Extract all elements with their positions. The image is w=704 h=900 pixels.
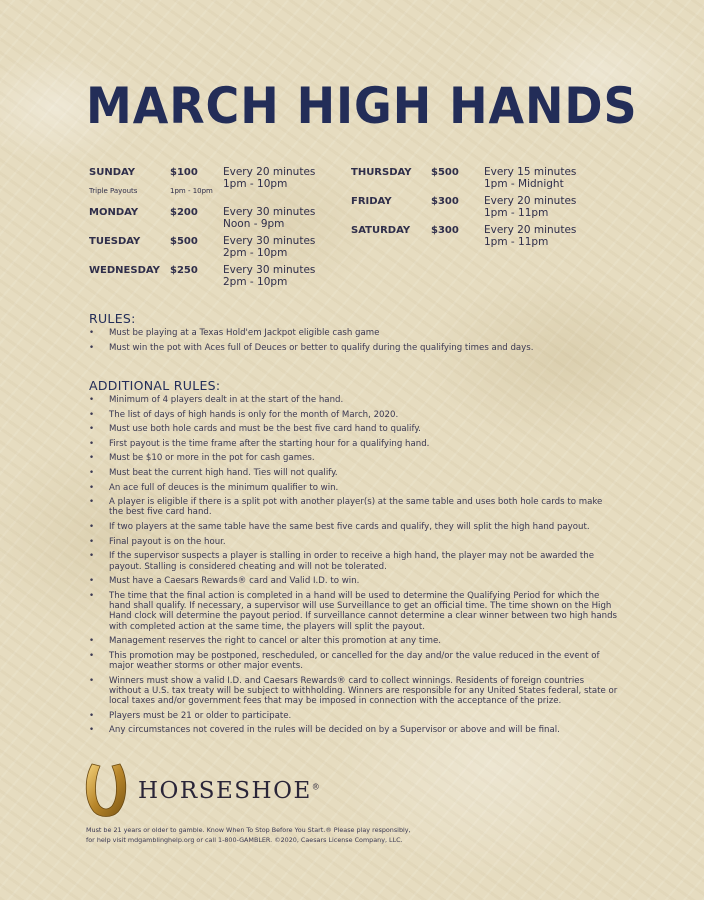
rules-heading: RULES: xyxy=(89,311,136,326)
rule-item: • Minimum of 4 players dealt in at the start of the hand. xyxy=(89,395,619,405)
additional-rules-heading: ADDITIONAL RULES: xyxy=(89,378,221,393)
rule-item: • Must have a Caesars Rewards® card and Valid I.D. to win. xyxy=(89,576,619,586)
additional-rules-list xyxy=(89,395,619,740)
rule-item: • Must be playing at a Texas Hold'em Jackpot eligible cash game xyxy=(89,328,619,338)
schedule-amount: $250 xyxy=(170,265,198,276)
schedule-day: SATURDAY xyxy=(351,225,411,236)
rule-item: • Final payout is on the hour. xyxy=(89,537,619,547)
logo-wordmark: HORSESHOE® xyxy=(138,778,322,804)
schedule-row-friday xyxy=(351,196,611,225)
schedule-frequency: Every 15 minutes 1pm - Midnight xyxy=(484,166,577,190)
rule-item: • This promotion may be postponed, rescheduled, or cancelled for the day and/or the value reduced in the event of major weather storms or other major events. xyxy=(89,651,619,672)
schedule-row-sunday xyxy=(89,167,339,207)
schedule-row-tuesday xyxy=(89,236,339,265)
schedule-amount: $500 xyxy=(170,236,198,247)
schedule-frequency: Every 20 minutes 1pm - 11pm xyxy=(484,195,577,219)
rule-item: • First payout is the time frame after the starting hour for a qualifying hand. xyxy=(89,439,619,449)
schedule-frequency: Every 20 minutes 1pm - 10pm xyxy=(223,166,316,190)
schedule-day: FRIDAY xyxy=(351,196,392,207)
rule-item: • An ace full of deuces is the minimum qualifier to win. xyxy=(89,483,619,493)
triple-payouts-hours: 1pm - 10pm xyxy=(170,187,213,195)
schedule-day: WEDNESDAY xyxy=(89,265,160,276)
schedule-frequency: Every 30 minutes 2pm - 10pm xyxy=(223,264,316,288)
disclaimer xyxy=(86,825,446,845)
schedule-amount: $200 xyxy=(170,207,198,218)
rules-list xyxy=(89,328,619,357)
rule-item: • Players must be 21 or older to participate. xyxy=(89,711,619,721)
schedule-amount: $300 xyxy=(431,196,459,207)
schedule-frequency: Every 20 minutes 1pm - 11pm xyxy=(484,224,577,248)
rule-item: • Must win the pot with Aces full of Deuces or better to qualify during the qualifying times and days. xyxy=(89,343,619,353)
rule-item: • Must be $10 or more in the pot for cash games. xyxy=(89,453,619,463)
page-title: MARCH HIGH HANDS xyxy=(86,77,638,135)
rule-item: • Winners must show a valid I.D. and Caesars Rewards® card to collect winnings. Residents of foreign countries without a U.S. tax treaty will be subject to withholding. Winners are responsible for any United States federal, state or local taxes and/or government fees that may be imposed in connection with the acceptance of the prize. xyxy=(89,676,619,707)
disclaimer-line-2: for help visit mdgamblinghelp.org or call 1-800-GAMBLER. ©2020, Caesars License Company, LLC. xyxy=(86,836,403,844)
schedule-day: SUNDAY xyxy=(89,167,136,178)
schedule-amount: $100 xyxy=(170,167,198,178)
rule-item: • If two players at the same table have the same best five cards and qualify, they will split the high hand payout. xyxy=(89,522,619,532)
schedule-frequency: Every 30 minutes Noon - 9pm xyxy=(223,206,316,230)
schedule-day: TUESDAY xyxy=(89,236,141,247)
schedule-day: MONDAY xyxy=(89,207,139,218)
horseshoe-logo xyxy=(82,760,342,820)
schedule-frequency: Every 30 minutes 2pm - 10pm xyxy=(223,235,316,259)
schedule-left-column xyxy=(89,167,339,294)
schedule-row-monday xyxy=(89,207,339,236)
rule-item: • A player is eligible if there is a split pot with another player(s) at the same table and uses both hole cards to make the best five card hand. xyxy=(89,497,619,518)
schedule-row-saturday xyxy=(351,225,611,254)
rule-item: • The list of days of high hands is only for the month of March, 2020. xyxy=(89,410,619,420)
rule-item: • Must use both hole cards and must be the best five card hand to qualify. xyxy=(89,424,619,434)
triple-payouts-label: Triple Payouts xyxy=(89,187,138,195)
rule-item: • Management reserves the right to cancel or alter this promotion at any time. xyxy=(89,636,619,646)
rule-item: • If the supervisor suspects a player is stalling in order to receive a high hand, the player may not be awarded the payout. Stalling is considered cheating and will not be tolerated. xyxy=(89,551,619,572)
horseshoe-icon xyxy=(82,760,132,820)
schedule-row-wednesday xyxy=(89,265,339,294)
schedule-amount: $500 xyxy=(431,167,459,178)
disclaimer-line-1: Must be 21 years or older to gamble. Know When To Stop Before You Start.® Please play responsibly, xyxy=(86,826,411,834)
schedule-amount: $300 xyxy=(431,225,459,236)
rule-item: • Must beat the current high hand. Ties will not qualify. xyxy=(89,468,619,478)
schedule-right-column xyxy=(351,167,611,254)
schedule-day: THURSDAY xyxy=(351,167,412,178)
rule-item: • Any circumstances not covered in the rules will be decided on by a Supervisor or above and will be final. xyxy=(89,725,619,735)
rule-item: • The time that the final action is completed in a hand will be used to determine the Qualifying Period for which the hand shall qualify. If necessary, a supervisor will use Surveillance to get an official time. The time shown on the High Hand clock will determine the payout period. If surveillance cannot determine a clear winner between two high hands with completed action at the same time, the players will split the payout. xyxy=(89,591,619,632)
schedule-row-thursday xyxy=(351,167,611,196)
